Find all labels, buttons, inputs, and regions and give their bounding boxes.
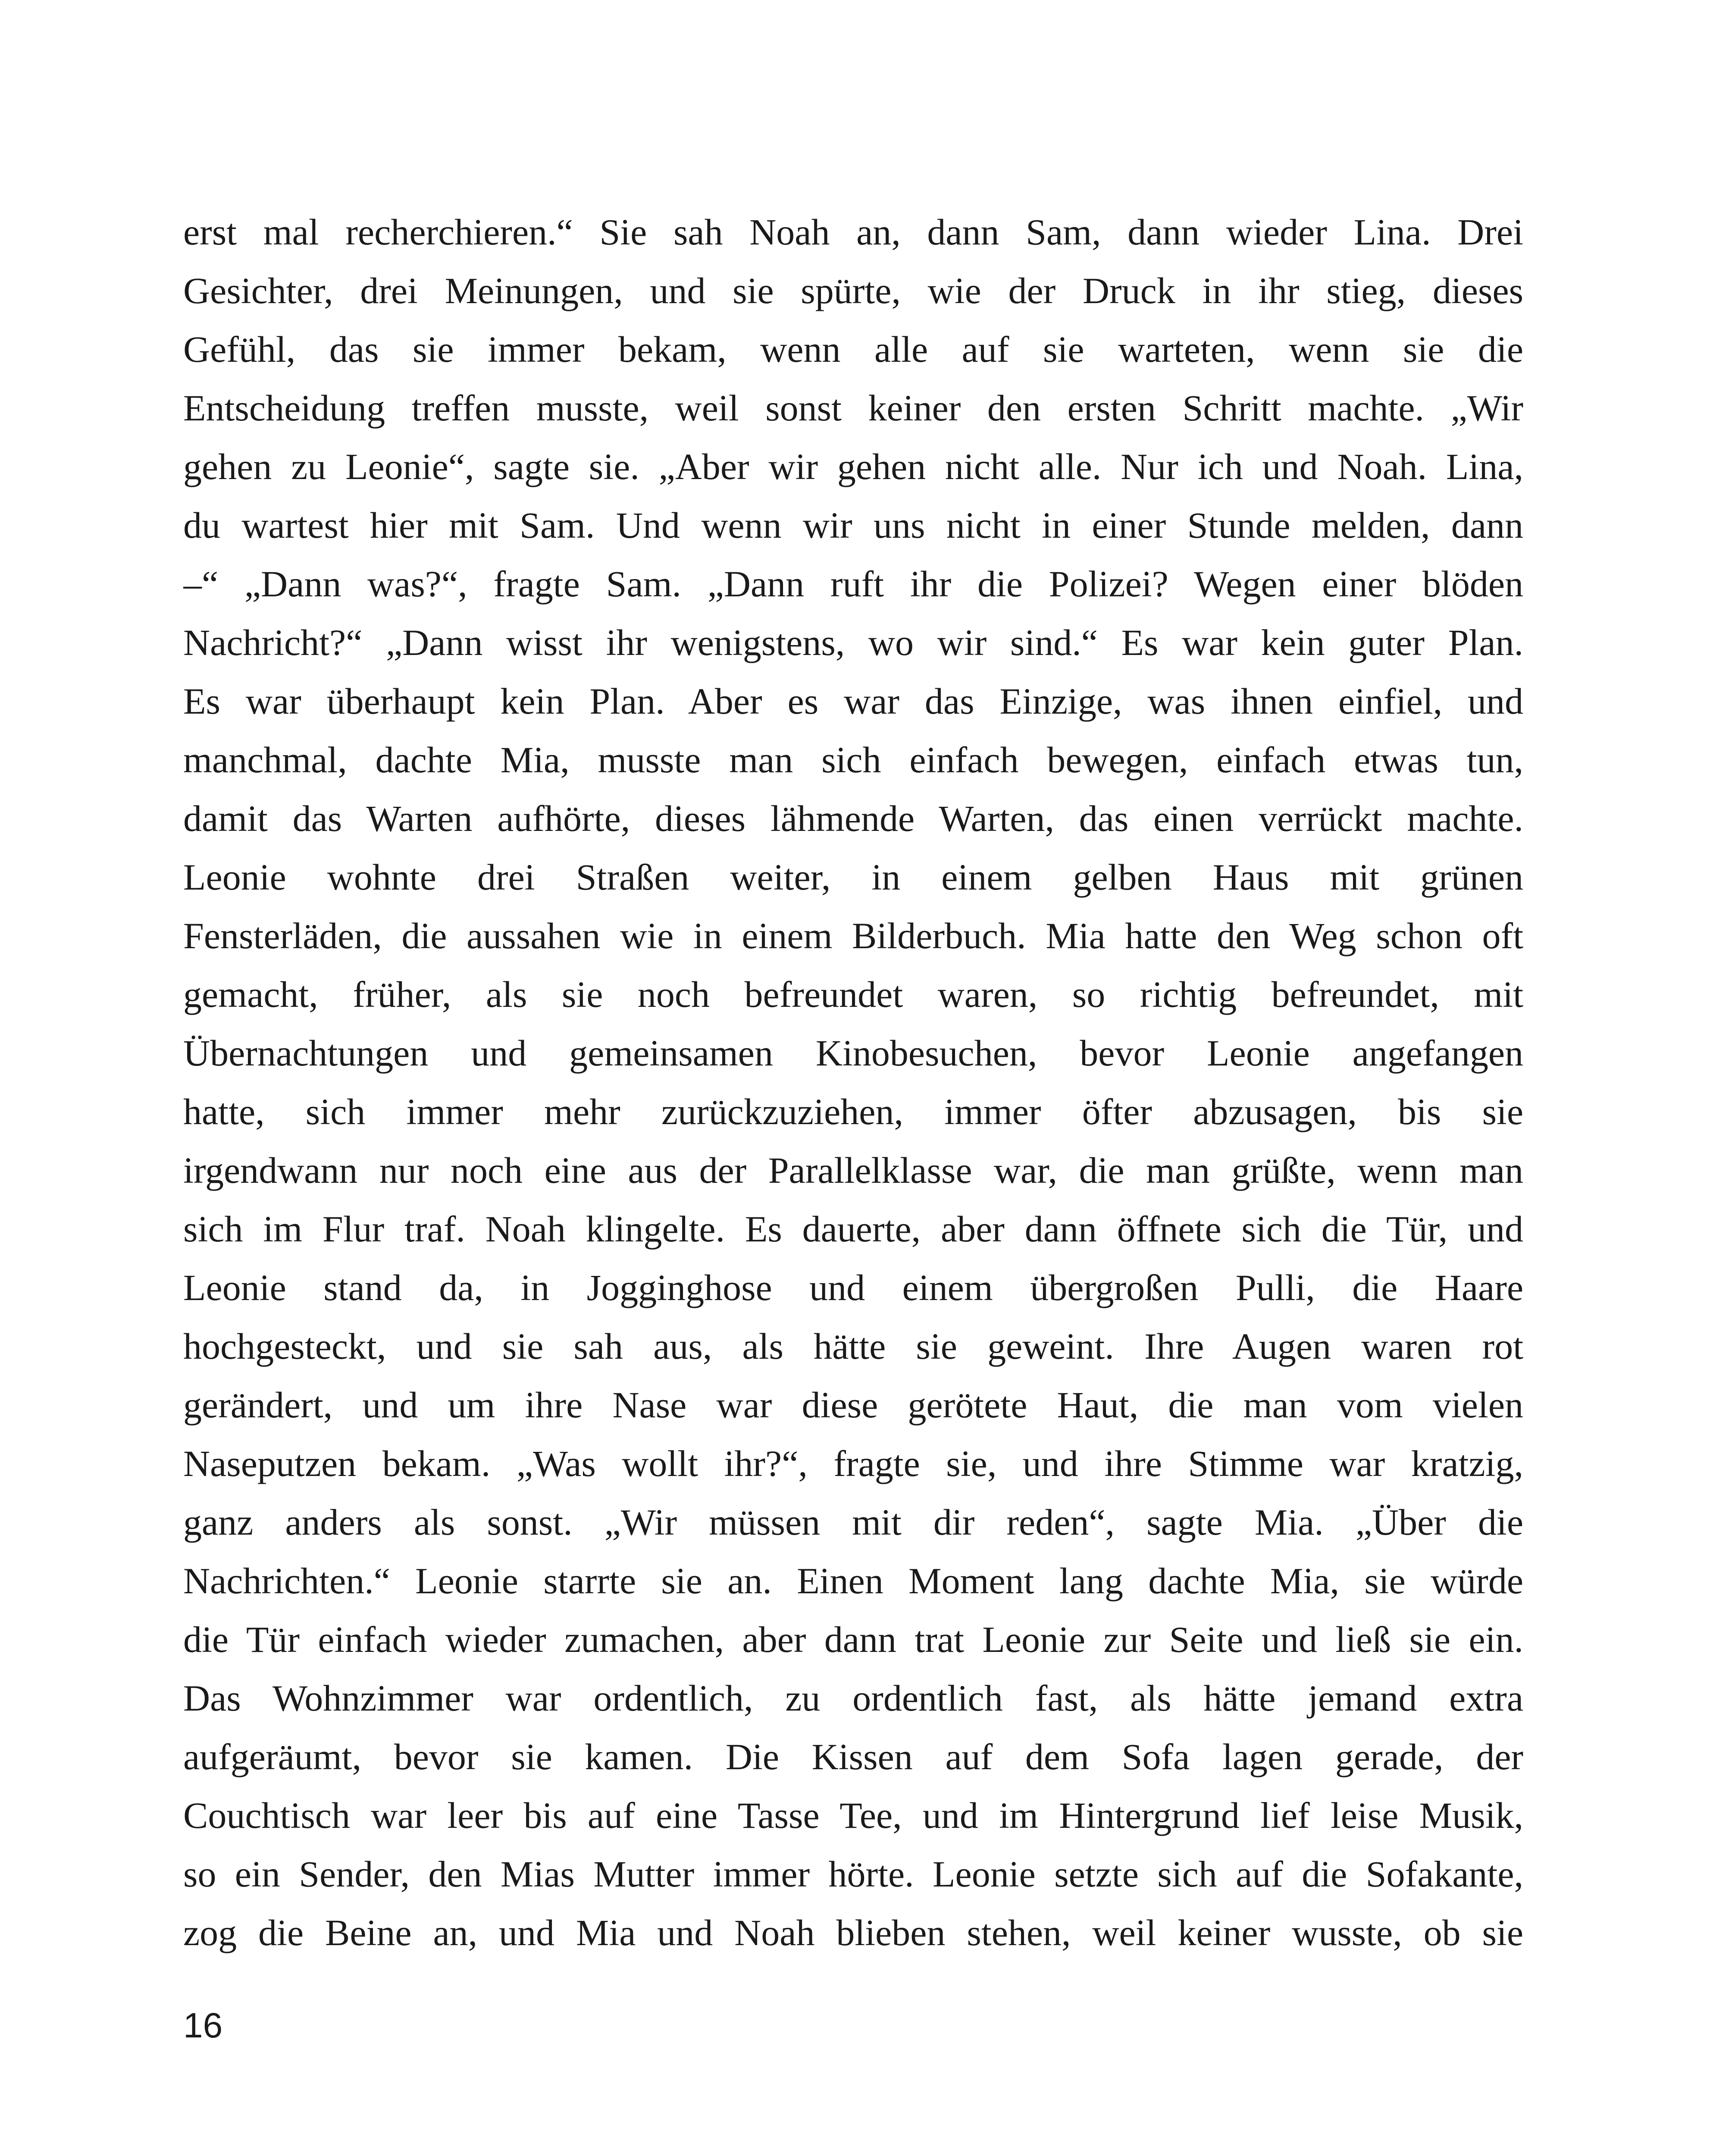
text-line: du wartest hier mit Sam. Und wenn wir uns nicht in einer Stunde melden, dann: [183, 505, 1523, 546]
text-line: Nachricht?“ „Dann wisst ihr wenigstens, wo wir sind.“ Es war kein guter Plan.: [183, 622, 1523, 663]
text-line: gemacht, früher, als sie noch befreundet waren, so richtig befreundet, mit: [183, 974, 1523, 1015]
text-line: hochgesteckt, und sie sah aus, als hätte sie geweint. Ihre Augen waren rot: [183, 1326, 1523, 1367]
text-line: gerändert, und um ihre Nase war diese gerötete Haut, die man vom vielen: [183, 1384, 1523, 1426]
text-line: Fensterläden, die aussahen wie in einem Bilderbuch. Mia hatte den Weg schon oft: [183, 915, 1523, 956]
text-line: erst mal recherchieren.“ Sie sah Noah an, dann Sam, dann wieder Lina. Drei: [183, 211, 1523, 253]
text-line: Leonie stand da, in Jogginghose und einem übergroßen Pulli, die Haare: [183, 1267, 1523, 1308]
text-line: Es war überhaupt kein Plan. Aber es war das Einzige, was ihnen einfiel, und: [183, 680, 1523, 722]
text-line: Leonie wohnte drei Straßen weiter, in einem gelben Haus mit grünen: [183, 856, 1523, 898]
text-line: Naseputzen bekam. „Was wollt ihr?“, fragte sie, und ihre Stimme war kratzig,: [183, 1443, 1523, 1484]
text-line: Gefühl, das sie immer bekam, wenn alle auf sie warteten, wenn sie die: [183, 329, 1523, 370]
body-text: [183, 203, 1523, 1962]
text-line: Übernachtungen und gemeinsamen Kinobesuchen, bevor Leonie angefangen: [183, 1032, 1523, 1074]
text-line: aufgeräumt, bevor sie kamen. Die Kissen auf dem Sofa lagen gerade, der: [183, 1736, 1523, 1777]
text-line: –“ „Dann was?“, fragte Sam. „Dann ruft ihr die Polizei? Wegen einer blöden: [183, 563, 1523, 605]
text-line: so ein Sender, den Mias Mutter immer hörte. Leonie setzte sich auf die Sofakante,: [183, 1853, 1523, 1895]
text-line: Gesichter, drei Meinungen, und sie spürte, wie der Druck in ihr stieg, dieses: [183, 270, 1523, 311]
text-line: hatte, sich immer mehr zurückzuziehen, immer öfter abzusagen, bis sie: [183, 1091, 1523, 1132]
page-number: 16: [183, 2006, 223, 2045]
text-line: ganz anders als sonst. „Wir müssen mit dir reden“, sagte Mia. „Über die: [183, 1501, 1523, 1543]
text-line: Das Wohnzimmer war ordentlich, zu ordentlich fast, als hätte jemand extra: [183, 1677, 1523, 1719]
text-line: irgendwann nur noch eine aus der Parallelklasse war, die man grüßte, wenn man: [183, 1150, 1523, 1191]
text-line: zog die Beine an, und Mia und Noah blieben stehen, weil keiner wusste, ob sie: [183, 1912, 1523, 1953]
text-line: damit das Warten aufhörte, dieses lähmende Warten, das einen verrückt machte.: [183, 798, 1523, 839]
text-line: manchmal, dachte Mia, musste man sich einfach bewegen, einfach etwas tun,: [183, 739, 1523, 780]
text-line: gehen zu Leonie“, sagte sie. „Aber wir gehen nicht alle. Nur ich und Noah. Lina,: [183, 446, 1523, 487]
text-line: Entscheidung treffen musste, weil sonst keiner den ersten Schritt machte. „Wir: [183, 387, 1523, 429]
text-line: Nachrichten.“ Leonie starrte sie an. Einen Moment lang dachte Mia, sie würde: [183, 1560, 1523, 1601]
text-line: sich im Flur traf. Noah klingelte. Es dauerte, aber dann öffnete sich die Tür, und: [183, 1208, 1523, 1250]
text-line: Couchtisch war leer bis auf eine Tasse Tee, und im Hintergrund lief leise Musik,: [183, 1795, 1523, 1836]
text-line: die Tür einfach wieder zumachen, aber dann trat Leonie zur Seite und ließ sie ein.: [183, 1619, 1523, 1660]
